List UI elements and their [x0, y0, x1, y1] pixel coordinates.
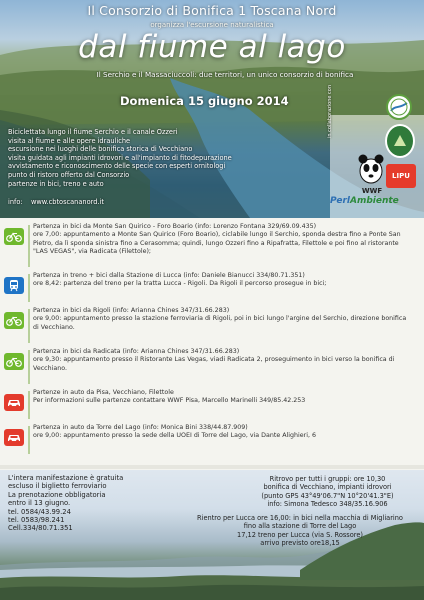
footer-line: tel. 0583/98.241: [8, 516, 65, 525]
schedule-line: Per informazioni sulle partenze contattare WWF Pisa, Marcello Marinelli 349/85.42.253: [33, 397, 306, 405]
schedule-line: Partenza in treno + bici dalla Stazione di Lucca (info: Daniele Bianucci 334/80.71.351): [33, 272, 305, 279]
row-divider: [28, 274, 30, 302]
schedule-item: [0, 272, 424, 302]
schedule-line: ore 9,00: appuntamento presso la sede della UOEI di Torre del Lago, via Dante Alighieri, 6: [33, 432, 316, 440]
car-icon: [4, 394, 24, 411]
footer-lake-photo: [0, 470, 424, 600]
schedule-line: ore 7,00: appuntamento a Monte San Quirico (Foro Boario), ciclabile lungo il Serchio, sponda destra fino a Ponte San: [33, 231, 401, 239]
footer-line: info: Simona Tedesco 348/35.16.906: [267, 500, 388, 509]
consorzio-logo: [386, 94, 412, 120]
footer-meeting-point: [240, 475, 415, 509]
event-date: Domenica 15 giugno 2014: [120, 94, 289, 108]
schedule-text: [33, 424, 418, 441]
footer-line: 17,12 treno per Lucca (via S. Rossore): [237, 530, 363, 539]
schedule-line: ore 8,42: partenza del treno per la tratta Lucca - Rigoli. Da Rigoli il percorso prosegue in bici;: [33, 280, 327, 288]
footer-return-info: [180, 514, 420, 548]
bike-icon: [4, 312, 24, 329]
schedule-text: [33, 223, 418, 257]
schedule-line: Partenze in auto da Pisa, Vecchiano, Filettole: [33, 389, 174, 396]
schedule-text: [33, 389, 418, 406]
schedule-line: Partenza in bici da Rigoli (info: Arianna Chines 347/31.66.283): [33, 307, 230, 314]
description-line: partenze in bici, treno e auto: [8, 179, 104, 188]
footer-line: entro il 13 giugno.: [8, 499, 71, 508]
info-label: info:: [8, 198, 23, 206]
header-organizer-line: organizza l'escursione naturalistica: [150, 21, 274, 29]
schedule-line: "LAS VEGAS", via Radicata (Filettole);: [33, 248, 152, 256]
train-icon: [4, 277, 24, 294]
schedule-line: Partenza in bici da Radicata (info: Arianna Chines 347/31.66.283): [33, 348, 240, 355]
description-line: punto di ristoro offerto dal Consorzio: [8, 170, 130, 179]
footer-booking-info: [8, 474, 158, 533]
row-divider: [28, 391, 30, 419]
footer-line: arrivo previsto ore18,15: [260, 539, 340, 548]
schedule-line: ore 9,00: appuntamento presso la stazione ferroviaria di Rigoli, poi in bici lungo l'argine del Serchio, direzione bonifica: [33, 315, 407, 323]
schedule-item: [0, 223, 424, 267]
schedule-line: di Vecchiano.: [33, 323, 75, 331]
description-line: visita al fiume e alle opere idrauliche: [8, 136, 131, 145]
schedule-item: [0, 389, 424, 419]
wwf-label: WWF: [361, 187, 383, 195]
departures-schedule: [0, 223, 424, 459]
footer-line: (punto GPS 43°49'06.7"N 10°20'41.3"E): [261, 491, 394, 500]
event-description: [8, 128, 276, 188]
description-line: visita guidata agli impianti idrovori e all'impianto di fitodepurazione: [8, 153, 232, 162]
schedule-text: [33, 272, 418, 289]
wwf-panda-logo: [355, 148, 387, 188]
description-line: escursione nei luoghi delle bonifica storica di Vecchiano: [8, 145, 193, 154]
section-divider: [0, 465, 424, 469]
footer-line: Ritrovo per tutti i gruppi: ore 10,30: [269, 475, 386, 483]
car-icon: [4, 429, 24, 446]
row-divider: [28, 309, 30, 343]
header-title-consorzio: Il Consorzio di Bonifica 1 Toscana Nord: [87, 3, 337, 18]
header-subtitle: Il Serchio e il Massaciuccoli: due territori, un unico consorzio di bonifica: [96, 70, 354, 79]
oasi-logo: [385, 124, 415, 158]
perl-prefix: Perl: [330, 196, 350, 206]
footer-line: fino alla stazione di Torre del Lago: [243, 522, 357, 531]
description-line: avvistamento e riconoscimento delle specie con esperti ornitologi: [8, 162, 226, 171]
footer-line: tel. 0584/43.99.24: [8, 507, 71, 516]
schedule-text: [33, 348, 418, 373]
lipu-logo: LIPU: [386, 164, 416, 188]
bike-icon: [4, 228, 24, 245]
schedule-text: [33, 307, 418, 332]
schedule-line: Vecchiano.: [33, 364, 67, 372]
schedule-item: [0, 424, 424, 454]
schedule-line: Partenza in bici da Monte San Quirico - Foro Boario (info: Lorenzo Fontana 329/69.09.435): [33, 223, 317, 230]
footer-line: L'intera manifestazione è gratuita: [8, 474, 124, 482]
perl-suffix: Ambiente: [349, 196, 399, 206]
schedule-line: Partenza in auto da Torre del Lago (info: Monica Bini 338/44.87.909): [33, 424, 248, 431]
perlambiente-logo: [330, 196, 399, 206]
footer-line: Cell.334/80.71.351: [8, 524, 73, 533]
row-divider: [28, 426, 30, 454]
schedule-item: [0, 348, 424, 384]
footer-line: escluso il biglietto ferroviario: [8, 482, 107, 491]
schedule-line: ore 9,30: appuntamento presso il Ristorante Las Vegas, viadi Radicata 2, proseguimento in bici verso la bonifica di: [33, 356, 395, 364]
footer-line: La prenotazione obbligatoria: [8, 490, 106, 499]
footer-line: bonifica di Vecchiano, impianti idrovori: [263, 483, 392, 492]
info-line: [8, 198, 104, 206]
collaboration-label: in collaborazione con: [327, 84, 333, 138]
footer-line: Rientro per Lucca ore 16,00: in bici nella macchia di Migliarino: [197, 514, 403, 522]
schedule-item: [0, 307, 424, 343]
row-divider: [28, 225, 30, 267]
row-divider: [28, 350, 30, 384]
description-line: Biciclettata lungo il fiume Serchio e il canale Ozzeri: [8, 128, 178, 136]
bike-icon: [4, 353, 24, 370]
schedule-line: Pietro, da lì sponda sinistra fino a Cerasomma; quindi, lungo Ozzeri fino a Ripafratta, Filettole e poi fino al ristorante: [33, 239, 399, 247]
header-photo: [0, 0, 424, 218]
page-title: dal fiume al lago: [78, 29, 346, 65]
info-website-link[interactable]: www.cbtoscananord.it: [30, 198, 104, 206]
